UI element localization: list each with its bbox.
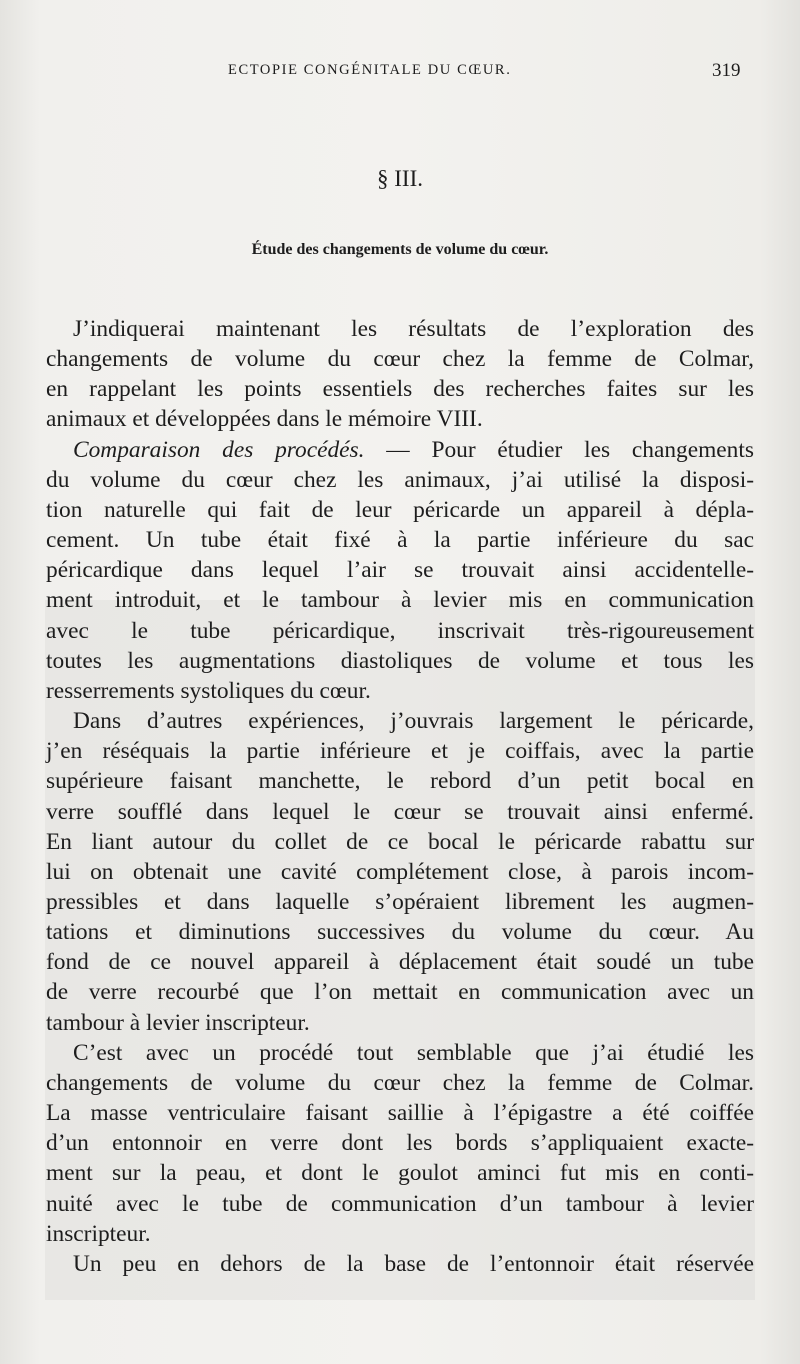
paragraph-lead: Comparaison des procédés. [73,436,365,463]
text-line: pressibles et dans laquelle s’opéraient librement les augmen- [46,888,754,915]
text-line: toutes les augmentations diastoliques de volume et tous les [46,647,754,674]
page-number: 319 [712,60,741,81]
text-line: Dans d’autres expériences, j’ouvrais largement le péricarde, [73,708,754,735]
paragraph-2 [46,435,754,706]
text-line: de verre recourbé que l’on mettait en communication avec un [46,979,754,1006]
text-line: changements de volume du cœur chez la femme de Colmar, [46,346,754,373]
text-line: C’est avec un procédé tout semblable que j’ai étudié les [73,1039,754,1066]
text-line: j’en réséquais la partie inférieure et je coiffais, avec la partie [46,738,754,765]
text-line: tations et diminutions successives du volume du cœur. Au [46,919,754,946]
paragraph-4 [46,1038,754,1249]
text-line: ment introduit, et le tambour à levier mis en communication [46,587,754,614]
text-line: lui on obtenait une cavité complétement close, à parois incom- [46,858,754,885]
running-header [0,60,800,84]
text-line: cement. Un tube était fixé à la partie inférieure du sac [46,527,754,554]
body-text [46,314,754,1279]
text-line: d’un entonnoir en verre dont les bords s’appliquaient exacte- [46,1130,754,1157]
text-line: En liant autour du collet de ce bocal le péricarde rabattu sur [46,828,754,855]
section-heading: Étude des changements de volume du cœur. [251,241,549,258]
running-title: ECTOPIE CONGÉNITALE DU CŒUR. [228,62,512,78]
text-line: animaux et développées dans le mémoire VIII. [46,406,483,433]
text-line-with-lead [46,435,754,465]
paragraph-1 [46,314,754,435]
text-line: ment sur la peau, et dont le goulot aminci fut mis en conti- [46,1160,754,1187]
text-line: Un peu en dehors de la base de l’entonnoir était réservée [73,1250,754,1277]
text-line: supérieure faisant manchette, le rebord d’un petit bocal en [46,768,754,795]
text-line: inscripteur. [46,1220,151,1247]
text-line: changements de volume du cœur chez la femme de Colmar. [46,1069,754,1096]
text-line: verre soufflé dans lequel le cœur se trouvait ainsi enfermé. [46,798,754,825]
text-line: nuité avec le tube de communication d’un tambour à levier [46,1190,754,1217]
text-line: avec le tube péricardique, inscrivait très-rigoureusement [46,617,754,644]
text-line: La masse ventriculaire faisant saillie à l’épigastre a été coiffée [46,1100,754,1127]
text-fragment: — Pour étudier les changements [364,436,754,463]
text-line: tion naturelle qui fait de leur péricarde un appareil à dépla- [46,496,754,523]
text-line: péricardique dans lequel l’air se trouvait ainsi accidentelle- [46,557,754,584]
text-line: fond de ce nouvel appareil à déplacement était soudé un tube [46,949,754,976]
text-line: resserrements systoliques du cœur. [46,677,371,704]
paragraph-5 [46,1249,754,1279]
paragraph-3 [46,706,754,1038]
text-line: tambour à levier inscripteur. [46,1009,310,1036]
text-line: J’indiquerai maintenant les résultats de l’exploration des [73,316,754,342]
section-number: § III. [377,166,423,191]
text-line: en rappelant les points essentiels des recherches faites sur les [46,376,754,403]
text-line: du volume du cœur chez les animaux, j’ai utilisé la disposi- [46,466,754,493]
